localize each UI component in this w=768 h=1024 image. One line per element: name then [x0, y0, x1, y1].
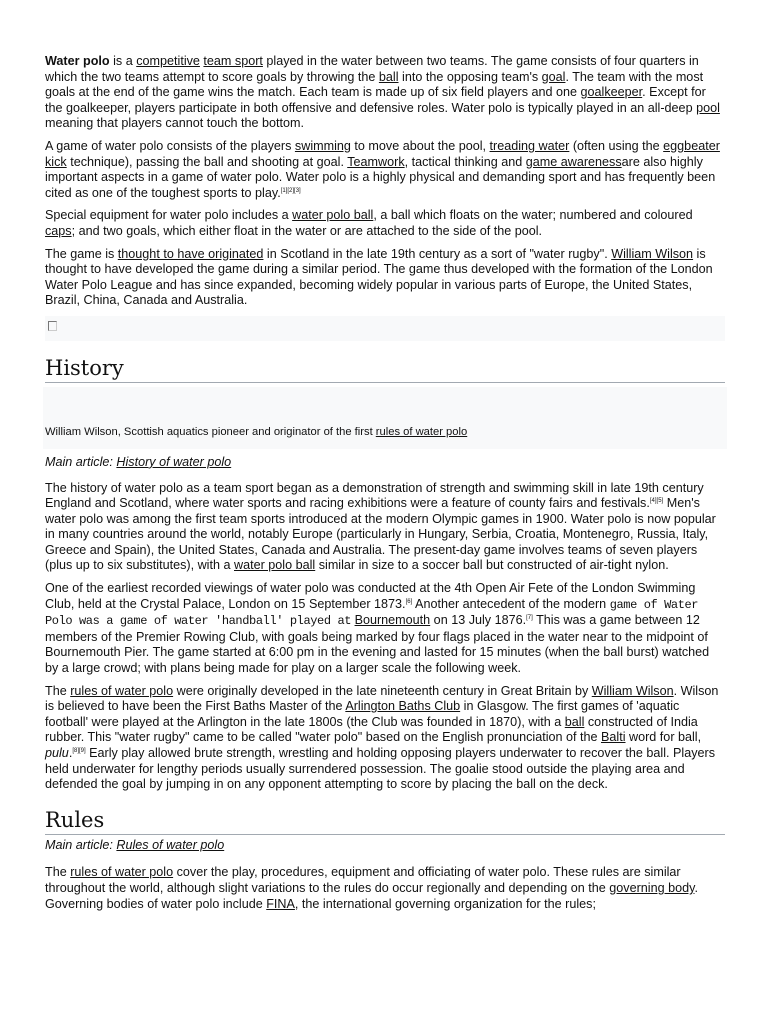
- article-link[interactable]: rules of water polo: [70, 865, 174, 880]
- article-link[interactable]: goalkeeper: [580, 85, 643, 100]
- article-link[interactable]: game awareness: [525, 154, 622, 169]
- article-link[interactable]: William Wilson: [591, 683, 674, 698]
- article-link[interactable]: FINA: [266, 896, 295, 911]
- italic-term: pulu: [45, 746, 69, 760]
- article-link[interactable]: Bournemouth: [354, 613, 431, 628]
- article-link[interactable]: treading water: [489, 138, 570, 153]
- article-link[interactable]: governing body: [609, 880, 695, 895]
- section-heading-history: History: [45, 355, 725, 383]
- article-link[interactable]: Arlington Baths Club: [345, 699, 461, 714]
- article-link[interactable]: team sport: [203, 54, 263, 68]
- intro-paragraph-3: Special equipment for water polo includes a water polo ball, a ball which floats on the water; numbered and coloured caps; and two goals, which either float in the water or are attached to the side of the pool.: [45, 208, 693, 238]
- article-link[interactable]: thought to have originated: [117, 246, 264, 261]
- hatnote-rules: Main article: Rules of water polo: [45, 837, 225, 852]
- article-link[interactable]: Balti: [601, 730, 626, 745]
- bold-term: Water polo: [45, 54, 110, 68]
- article-link[interactable]: Rules of water polo: [116, 837, 225, 852]
- article-link[interactable]: Teamwork: [347, 154, 405, 169]
- hatnote-history: Main article: History of water polo: [45, 454, 232, 469]
- broken-image-icon: [48, 321, 57, 331]
- citation-link[interactable]: [6]: [405, 598, 413, 605]
- article-link[interactable]: ball: [564, 714, 585, 729]
- article-link[interactable]: caps: [45, 223, 72, 238]
- article-link[interactable]: rules of water polo: [375, 425, 468, 438]
- citation-link[interactable]: [1][2][3]: [280, 187, 301, 194]
- history-paragraph-3: The rules of water polo were originally developed in the late nineteenth century in Great Britain by William Wilson. Wilson is believed to have been the First Baths Master of the Arlington Baths Club in Glasgow. The first games of 'aquatic football' were played at the Arlington in the late 1800s (the Club was founded in 1870), with a ball constructed of India rubber. This "water rugby" came to be called "water polo" based on the English pronunciation of the Balti word for ball, pulu.[8][9] Early play allowed brute strength, wrestling and holding opposing players underwater to recover the ball. Players held underwater for lengthy periods usually surrendered possession. The goalie stood outside the playing area and defended the goal by jumping in on any opponent attempting to score by placing the ball on the deck.: [45, 683, 719, 792]
- article-body: [45, 54, 725, 919]
- citation-link[interactable]: [4][5]: [649, 498, 664, 505]
- article-link[interactable]: swimming: [294, 138, 351, 153]
- figure-caption: William Wilson, Scottish aquatics pioneer and originator of the first rules of water polo: [45, 425, 468, 438]
- article-link[interactable]: eggbeater kick: [45, 138, 720, 169]
- citation-link[interactable]: [8][9]: [72, 748, 86, 754]
- history-paragraph-2: One of the earliest recorded viewings of water polo was conducted at the 4th Open Air Fete of the London Swimming Club, held at the Crystal Palace, London on 15 September 1873.[6] Another antecedent of the modern game of Water Polo was a game of water 'handball' played at Bournemouth on 13 July 1876.[7] This was a game between 12 members of the Premier Rowing Club, with goals being marked by four flags placed in the water near to the midpoint of Bournemouth Pier. The game started at 6:00 pm in the evening and lasted for 15 minutes (when the ball burst) watched by a large crowd; with plans being made for play on a larger scale the following week.: [45, 581, 710, 676]
- article-link[interactable]: ball: [378, 69, 399, 84]
- article-link[interactable]: competitive: [136, 54, 200, 68]
- citation-link[interactable]: [7]: [526, 615, 533, 622]
- image-placeholder: [45, 316, 725, 341]
- intro-paragraph-2: A game of water polo consists of the players swimming to move about the pool, treading water (often using the eggbeater kick technique), passing the ball and shooting at goal. Teamwork, tactical thinking and game awarenessare also highly important aspects in a game of water polo. Water polo is a highly physical and demanding sport and has frequently been cited as one of the toughest sports to play.[1][2][3]: [45, 138, 720, 200]
- article-link[interactable]: History of water polo: [116, 454, 232, 469]
- article-link[interactable]: pool: [696, 100, 720, 115]
- rules-paragraph-1: The rules of water polo cover the play, procedures, equipment and officiating of water polo. These rules are similar throughout the world, although slight variations to the rules do occur regionally and depending on the governing body. Governing bodies of water polo include FINA, the international governing organization for the rules;: [45, 865, 698, 911]
- intro-paragraph-1: Water polo is a competitive team sport played in the water between two teams. The game consists of four quarters in which the two teams attempt to score goals by throwing the ball into the opposing team's goal. The team with the most goals at the end of the game wins the match. Each team is made up of six field players and one goalkeeper. Except for the goalkeeper, players participate in both offensive and defensive roles. Water polo is typically played in an all-deep pool meaning that players cannot touch the bottom.: [45, 54, 720, 131]
- section-heading-rules: Rules: [45, 807, 725, 835]
- history-paragraph-1: The history of water polo as a team sport began as a demonstration of strength and swimming skill in late 19th century England and Scotland, where water sports and racing exhibitions were a feature of county fairs and festivals.[4][5] Men's water polo was among the first team sports introduced at the modern Olympic games in 1900. Water polo is now popular in many countries around the world, notably Europe (particularly in Hungary, Serbia, Croatia, Montenegro, Russia, Italy, Greece and Spain), the United States, Canada and Australia. The present-day game involves teams of seven players (plus up to six substitutes), with a water polo ball similar in size to a soccer ball but constructed of air-tight nylon.: [45, 480, 716, 573]
- article-link[interactable]: water polo ball: [292, 208, 374, 223]
- article-link[interactable]: water polo ball: [234, 558, 316, 573]
- article-link[interactable]: William Wilson: [611, 246, 694, 261]
- article-link[interactable]: goal: [541, 69, 566, 84]
- article-link[interactable]: rules of water polo: [70, 683, 174, 698]
- intro-paragraph-4: The game is thought to have originated in Scotland in the late 19th century as a sort of "water rugby". William Wilson is thought to have developed the game during a similar period. The game thus developed with the formation of the London Water Polo League and has since expanded, becoming widely popular in various parts of Europe, the United States, Brazil, China, Canada and Australia.: [45, 246, 713, 308]
- mono-text: game of Water Polo was a game of water 'handball' played at: [45, 597, 699, 629]
- figure-thumbnail: [43, 387, 727, 449]
